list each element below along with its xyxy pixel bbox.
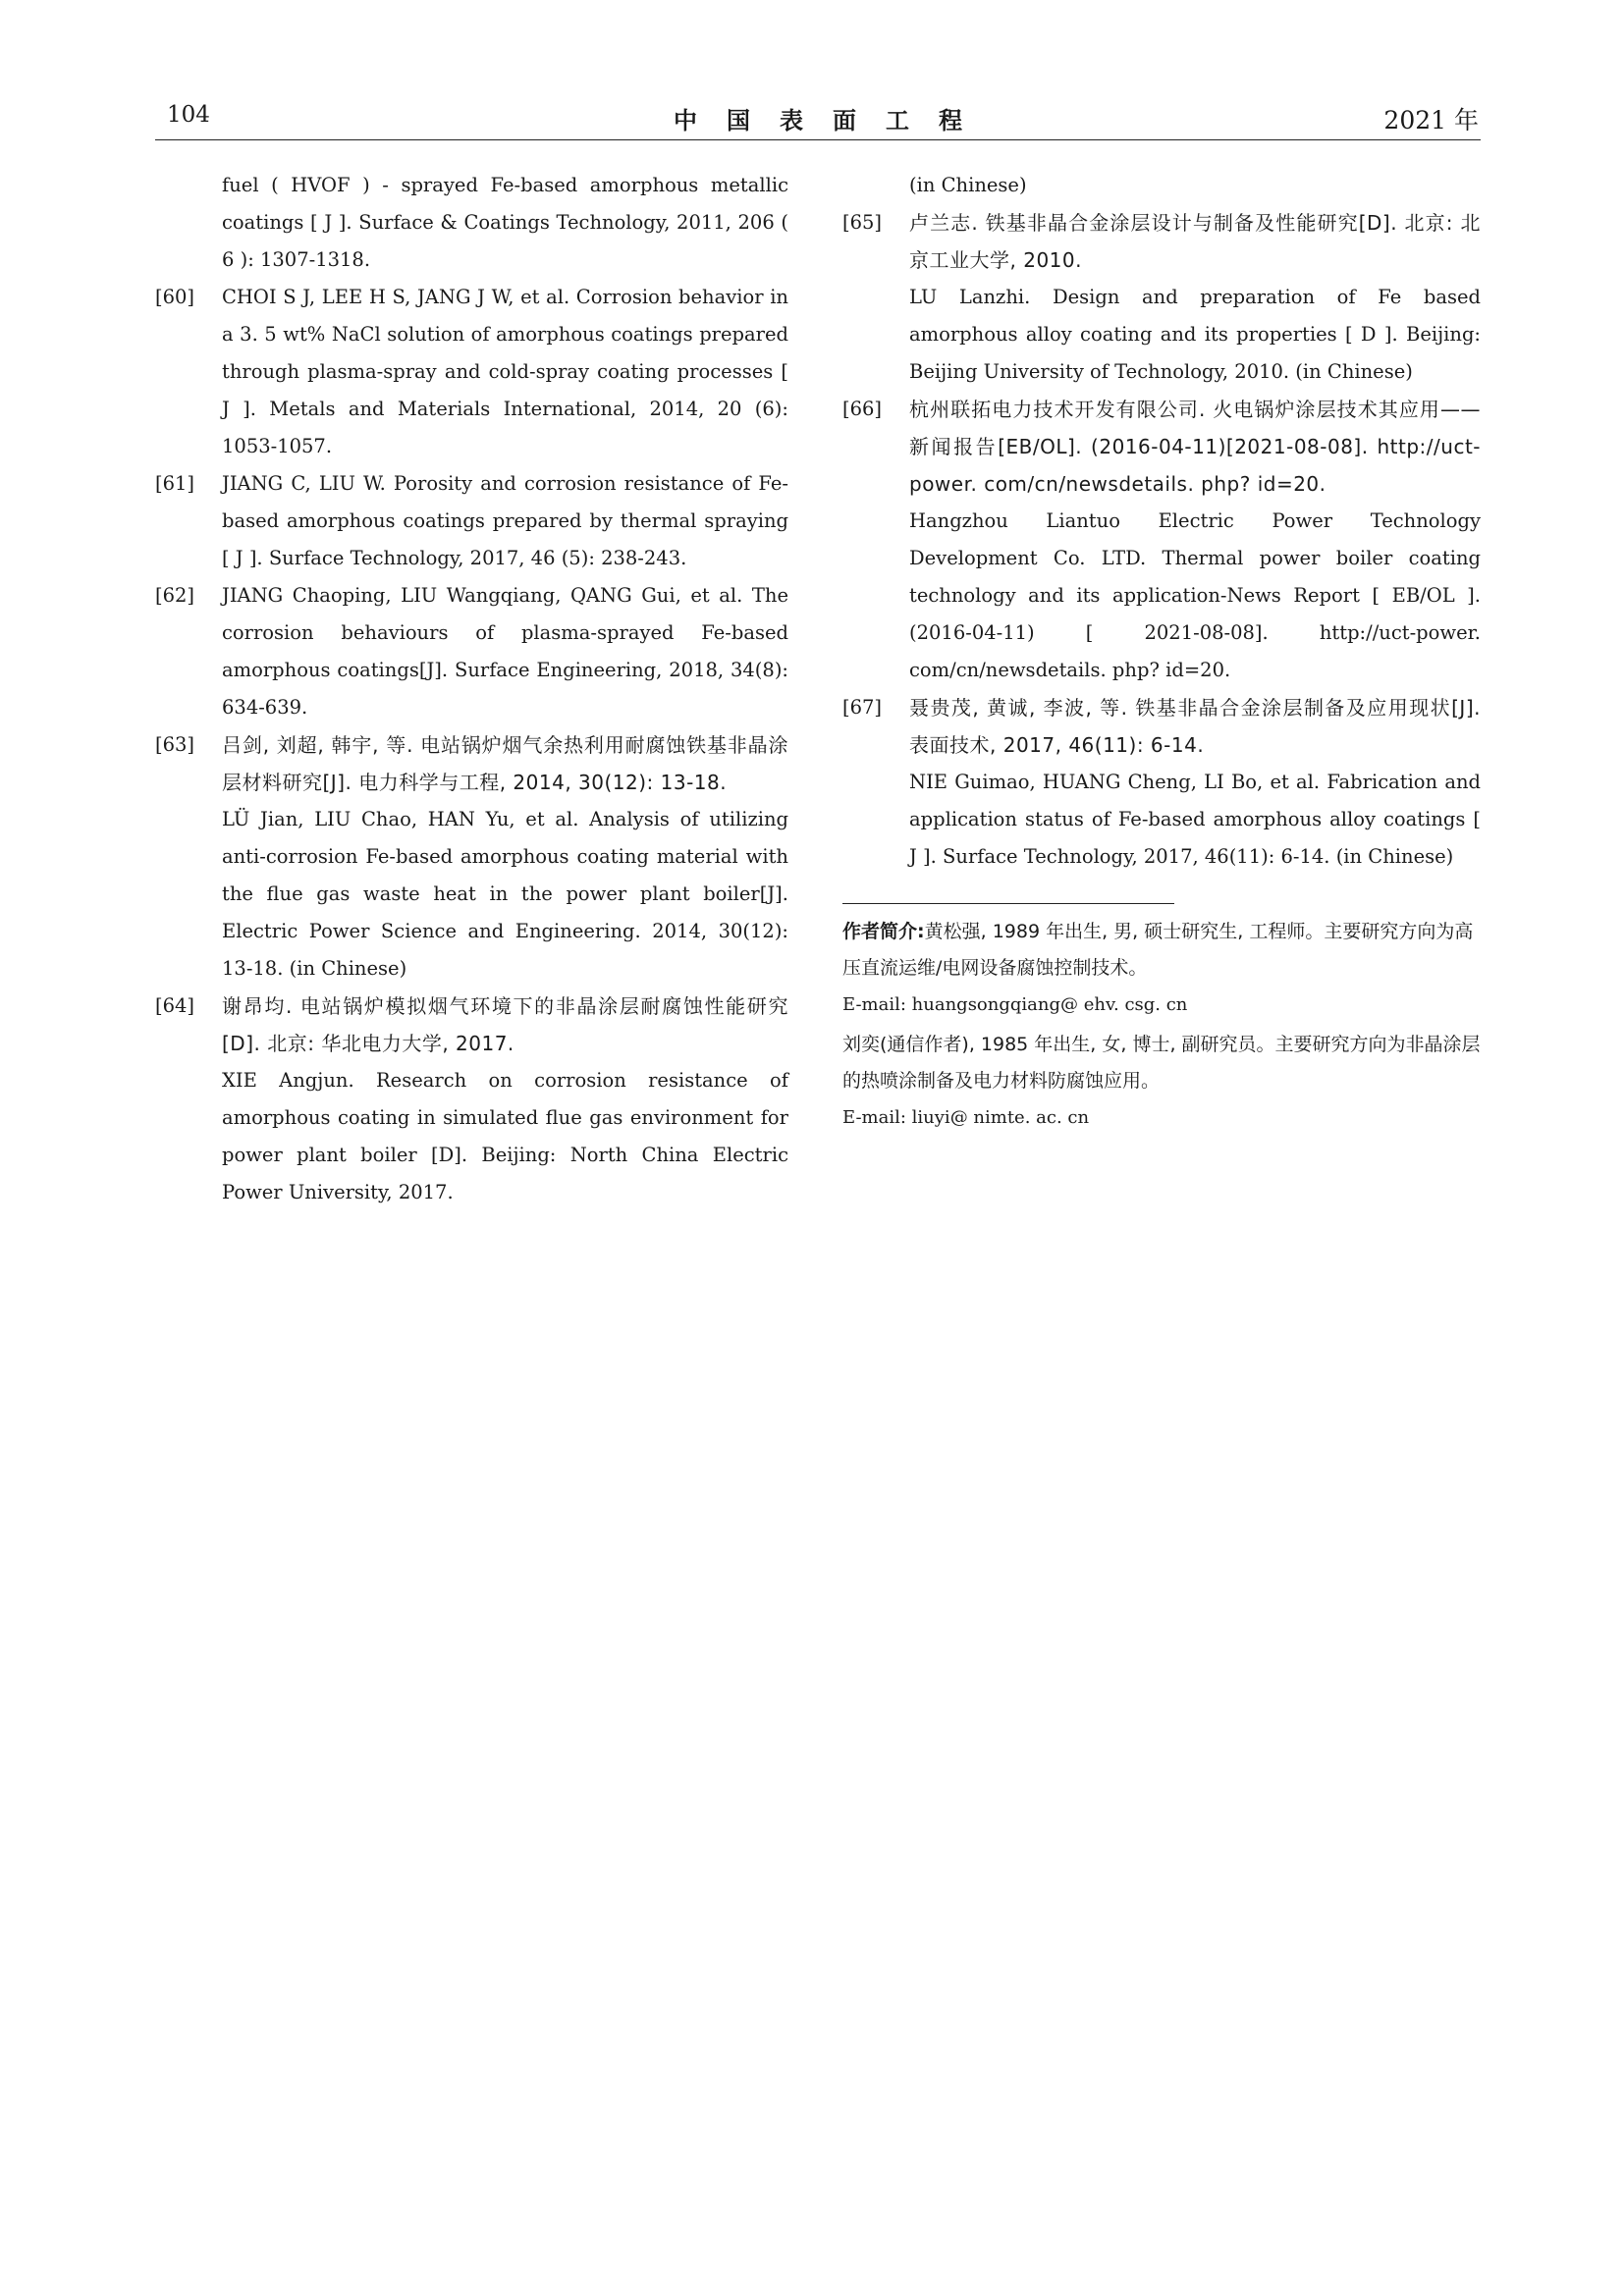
reference-text-english: XIE Angjun. Research on corrosion resistance of amorphous coating in simulated flue gas environment for power plant boiler [D]. Beijing: North China Electric Power University, 2017. (222, 1069, 788, 1203)
reference-text: (in Chinese) (909, 174, 1027, 196)
reference-continuation (155, 167, 788, 279)
reference-text: fuel ( HVOF ) - sprayed Fe-based amorphous metallic coatings [ J ]. Surface & Coatings Technology, 2011, 206 ( 6 ): 1307-1318. (222, 174, 788, 271)
author-biography (842, 914, 1481, 1136)
reference-text-chinese: 卢兰志. 铁基非晶合金涂层设计与制备及性能研究[D]. 北京: 北京工业大学, 2010. (909, 211, 1481, 272)
author-bio-1 (842, 914, 1481, 987)
author-email-1: E-mail: huangsongqiang@ ehv. csg. cn (842, 994, 1188, 1015)
reference-65 (842, 204, 1481, 391)
page-header (155, 96, 1481, 140)
reference-text-english: LÜ Jian, LIU Chao, HAN Yu, et al. Analysis of utilizing anti-corrosion Fe-based amorphous coating material with the flue gas waste heat in the power plant boiler[J]. Electric Power Science and Engineering. 2014, 30(12): 13-18. (in Chinese) (222, 808, 788, 980)
reference-text-chinese: 吕剑, 刘超, 韩宇, 等. 电站锅炉烟气余热利用耐腐蚀铁基非晶涂层材料研究[J]. 电力科学与工程, 2014, 30(12): 13-18. (222, 733, 788, 794)
reference-text-english: NIE Guimao, HUANG Cheng, LI Bo, et al. Fabrication and application status of Fe-based amorphous alloy coatings [ J ]. Surface Technology, 2017, 46(11): 6-14. (in Chinese) (909, 771, 1481, 868)
bio-text: 黄松强, 1989 年出生, 男, 硕士研究生, 工程师。主要研究方向为高压直流运维/电网设备腐蚀控制技术。 (842, 921, 1474, 979)
reference-text-english: Hangzhou Liantuo Electric Power Technology Development Co. LTD. Thermal power boiler coating technology and its application-News Report [ EB/OL ]. (2016-04-11) [ 2021-08-08]. http://uct-power. com/cn/newsdetails. php? id=20. (909, 509, 1481, 681)
reference-text-chinese: 杭州联拓电力技术开发有限公司. 火电锅炉涂层技术其应用——新闻报告[EB/OL]. (2016-04-11)[2021-08-08]. http://uct-power. com/cn/newsdetails. php? id=20. (909, 398, 1481, 496)
reference-text: CHOI S J, LEE H S, JANG J W, et al. Corrosion behavior in a 3. 5 wt% NaCl solution of amorphous coatings prepared through plasma-spray and cold-spray coating processes [ J ]. Metals and Materials International, 2014, 20 (6): 1053-1057. (222, 286, 788, 457)
reference-62 (155, 577, 788, 726)
reference-continuation (842, 167, 1481, 204)
reference-63 (155, 726, 788, 988)
right-column (842, 167, 1481, 1140)
reference-number: [67] (842, 696, 883, 719)
reference-number: [60] (155, 286, 195, 308)
bio-label: 作者简介: (842, 921, 925, 942)
publication-year: 2021 年 (1383, 106, 1479, 134)
reference-number: [62] (155, 584, 195, 607)
reference-number: [64] (155, 994, 195, 1017)
reference-number: [66] (842, 398, 883, 420)
reference-number: [63] (155, 733, 195, 756)
reference-text: JIANG Chaoping, LIU Wangqiang, QANG Gui, et al. The corrosion behaviours of plasma-sprayed Fe-based amorphous coatings[J]. Surface Engineering, 2018, 34(8): 634-639. (222, 584, 788, 719)
reference-text-chinese: 聂贵茂, 黄诚, 李波, 等. 铁基非晶合金涂层制备及应用现状[J]. 表面技术, 2017, 46(11): 6-14. (909, 696, 1481, 757)
reference-64 (155, 988, 788, 1211)
left-column (155, 167, 788, 1211)
reference-60 (155, 279, 788, 465)
reference-66 (842, 391, 1481, 689)
author-bio-2: 刘奕(通信作者), 1985 年出生, 女, 博士, 副研究员。主要研究方向为非晶涂层的热喷涂制备及电力材料防腐蚀应用。 (842, 1034, 1481, 1092)
reference-61 (155, 465, 788, 577)
reference-67 (842, 689, 1481, 876)
reference-number: [65] (842, 211, 883, 234)
author-email-2: E-mail: liuyi@ nimte. ac. cn (842, 1107, 1090, 1128)
reference-text-chinese: 谢昂均. 电站锅炉模拟烟气环境下的非晶涂层耐腐蚀性能研究[D]. 北京: 华北电力大学, 2017. (222, 994, 788, 1055)
footnote-divider (842, 903, 1174, 904)
journal-title: 中国表面工程 (674, 107, 992, 134)
page-number: 104 (167, 102, 210, 128)
reference-text: JIANG C, LIU W. Porosity and corrosion resistance of Fe-based amorphous coatings prepared by thermal spraying [ J ]. Surface Technology, 2017, 46 (5): 238-243. (222, 472, 788, 569)
reference-number: [61] (155, 472, 195, 495)
reference-text-english: LU Lanzhi. Design and preparation of Fe based amorphous alloy coating and its properties [ D ]. Beijing: Beijing University of Technology, 2010. (in Chinese) (909, 286, 1481, 383)
